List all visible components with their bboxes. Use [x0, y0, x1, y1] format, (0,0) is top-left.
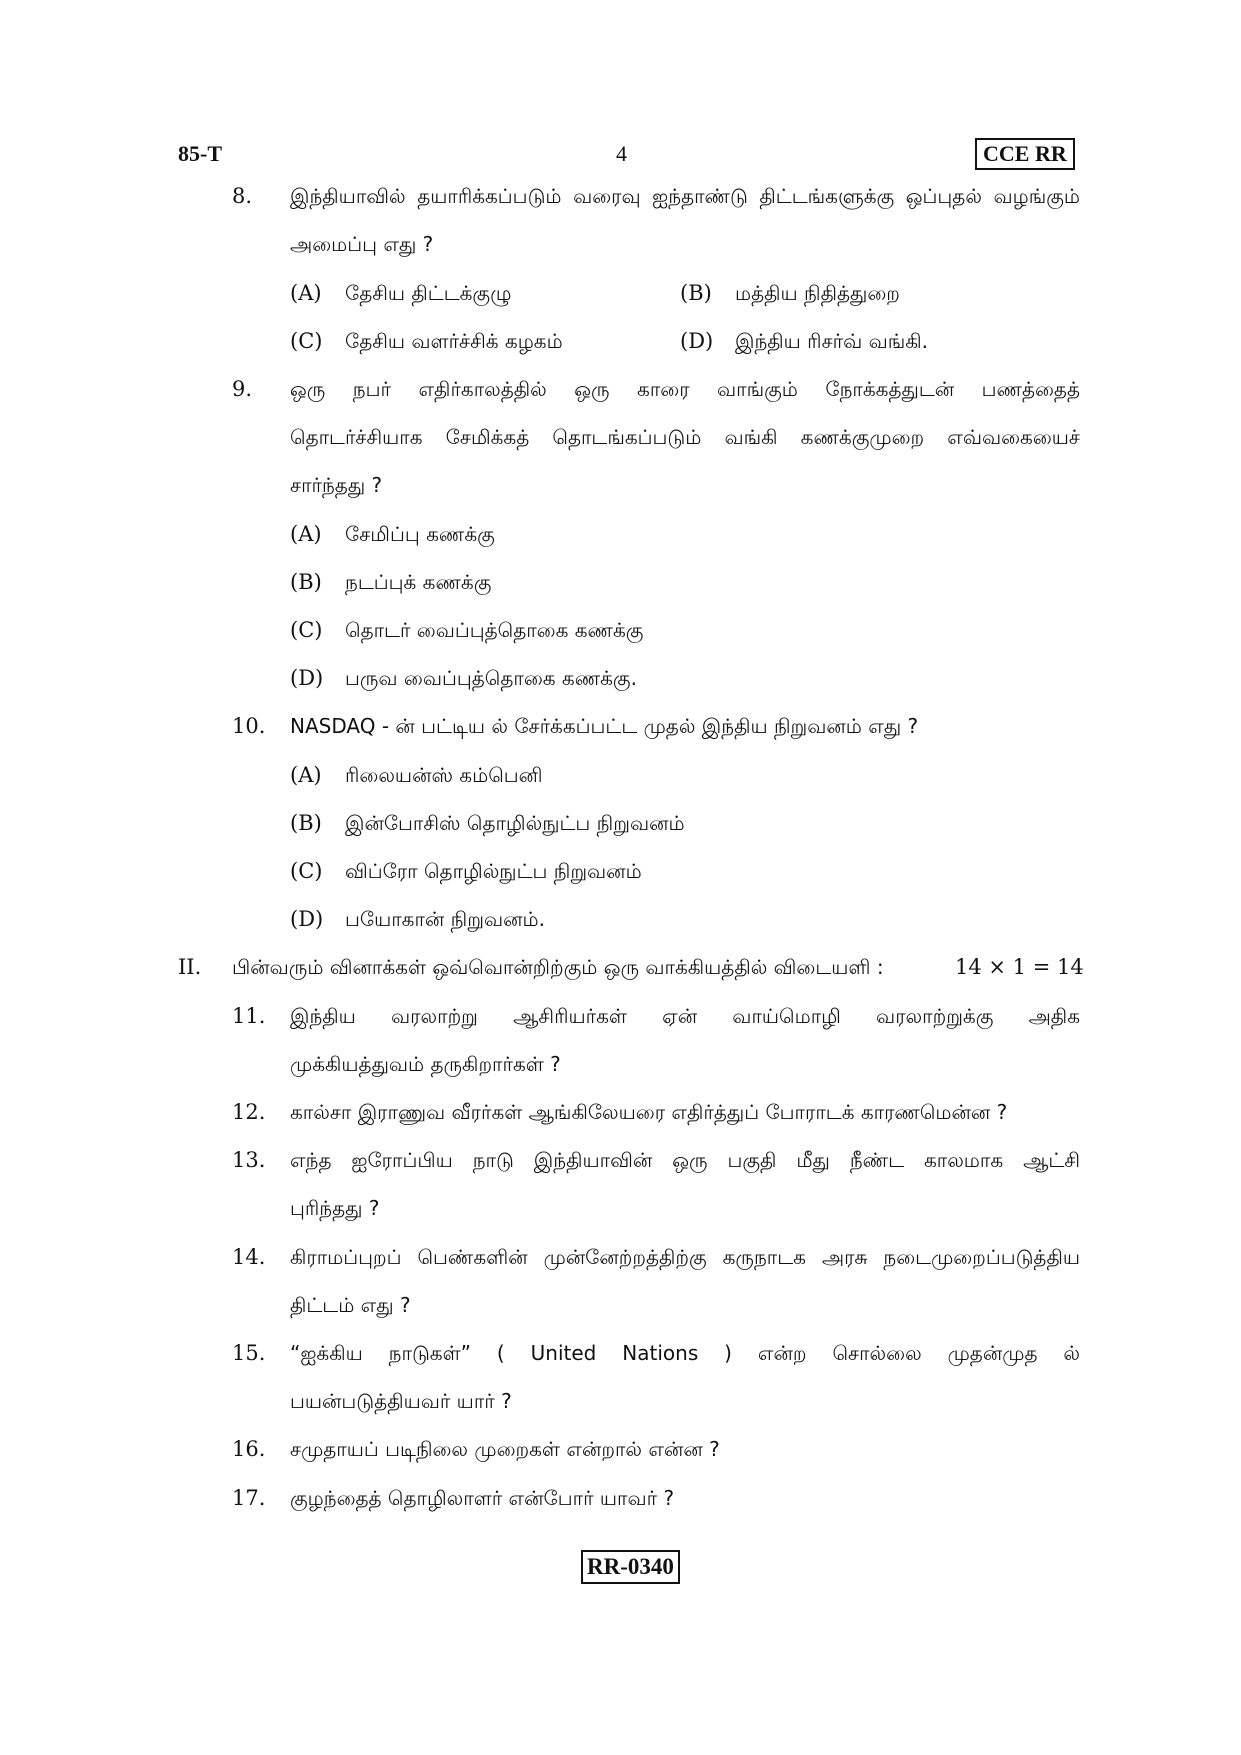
question-9-text-line1: ஒரு நபர் எதிர்காலத்தில் ஒரு காரை வாங்கும் நோக்கத்துடன் பணத்தைத்	[290, 377, 1080, 401]
question-13-number: 13.	[232, 1148, 266, 1172]
q8-option-d-text: இந்திய ரிசர்வ் வங்கி.	[735, 329, 928, 353]
page-number: 4	[616, 141, 627, 166]
question-11-number: 11.	[232, 1004, 266, 1028]
q10-option-d-text: பயோகான் நிறுவனம்.	[345, 907, 545, 931]
section-2-number: II.	[178, 955, 202, 979]
paper-code: 85-T	[178, 141, 222, 166]
footer-code-box: RR-0340	[581, 1550, 680, 1584]
q8-option-c-text: தேசிய வளர்ச்சிக் கழகம்	[345, 329, 563, 353]
question-13-text-line1: எந்த ஐரோப்பிய நாடு இந்தியாவின் ஒரு பகுதி மீது நீண்ட காலமாக ஆட்சி	[290, 1148, 1080, 1172]
question-12-number: 12.	[232, 1100, 266, 1124]
q10-option-b-letter: (B)	[290, 811, 322, 835]
question-15-number: 15.	[232, 1341, 266, 1365]
question-10-number: 10.	[232, 714, 266, 738]
question-16-number: 16.	[232, 1437, 266, 1461]
question-12-text-line1: கால்சா இராணுவ வீரர்கள் ஆங்கிலேயரை எதிர்த்துப் போராடக் காரணமென்ன ?	[290, 1100, 1008, 1124]
q9-option-a-text: சேமிப்பு கணக்கு	[345, 522, 495, 546]
question-15-text-line1: “ஐக்கிய நாடுகள்” ( United Nations ) என்ற சொல்லை முதன்முத ல்	[290, 1341, 1080, 1365]
section-2-instruction: பின்வரும் வினாக்கள் ஒவ்வொன்றிற்கும் ஒரு வாக்கியத்தில் விடையளி :	[232, 955, 884, 979]
question-15-text-line2: பயன்படுத்தியவர் யார் ?	[290, 1389, 512, 1413]
question-14-text-line1: கிராமப்புறப் பெண்களின் முன்னேற்றத்திற்கு கருநாடக அரசு நடைமுறைப்படுத்திய	[290, 1245, 1080, 1269]
question-9-number: 9.	[232, 377, 253, 401]
q10-option-c-letter: (C)	[290, 859, 323, 883]
question-8-number: 8.	[232, 184, 253, 208]
q10-option-a-letter: (A)	[290, 763, 322, 787]
question-11-text-line2: முக்கியத்துவம் தருகிறார்கள் ?	[290, 1052, 561, 1076]
q8-option-a-text: தேசிய திட்டக்குழு	[345, 281, 512, 305]
q8-option-d-letter: (D)	[680, 329, 714, 353]
question-8-text-line1: இந்தியாவில் தயாரிக்கப்படும் வரைவு ஐந்தாண்டு திட்டங்களுக்கு ஒப்புதல் வழங்கும்	[290, 184, 1080, 208]
section-2-marks: 14 × 1 = 14	[955, 955, 1084, 979]
q10-option-d-letter: (D)	[290, 907, 324, 931]
question-17-number: 17.	[232, 1486, 266, 1510]
q8-option-b-letter: (B)	[680, 281, 712, 305]
question-16-text-line1: சமுதாயப் படிநிலை முறைகள் என்றால் என்ன ?	[290, 1437, 720, 1461]
q10-option-b-text: இன்போசிஸ் தொழில்நுட்ப நிறுவனம்	[345, 811, 685, 835]
q8-option-c-letter: (C)	[290, 329, 323, 353]
q9-option-b-text: நடப்புக் கணக்கு	[345, 570, 492, 594]
q9-option-c-text: தொடர் வைப்புத்தொகை கணக்கு	[345, 618, 644, 642]
question-11-text-line1: இந்திய வரலாற்று ஆசிரியர்கள் ஏன் வாய்மொழி வரலாற்றுக்கு அதிக	[290, 1004, 1080, 1028]
q9-option-a-letter: (A)	[290, 522, 322, 546]
question-17-text-line1: குழந்தைத் தொழிலாளர் என்போர் யாவர் ?	[290, 1486, 675, 1510]
exam-code-box: CCE RR	[975, 138, 1075, 170]
question-10-text-line1: NASDAQ - ன் பட்டிய ல் சேர்க்கப்பட்ட முதல் இந்திய நிறுவனம் எது ?	[290, 714, 919, 738]
q8-option-a-letter: (A)	[290, 281, 322, 305]
q9-option-c-letter: (C)	[290, 618, 323, 642]
q10-option-c-text: விப்ரோ தொழில்நுட்ப நிறுவனம்	[345, 859, 642, 883]
question-13-text-line2: புரிந்தது ?	[290, 1196, 380, 1220]
q9-option-d-text: பருவ வைப்புத்தொகை கணக்கு.	[345, 666, 637, 690]
q9-option-b-letter: (B)	[290, 570, 322, 594]
question-9-text-line3: சார்ந்தது ?	[290, 473, 383, 497]
question-14-number: 14.	[232, 1245, 266, 1269]
question-8-text-line2: அமைப்பு எது ?	[290, 232, 434, 256]
q9-option-d-letter: (D)	[290, 666, 324, 690]
q8-option-b-text: மத்திய நிதித்துறை	[735, 281, 900, 305]
q10-option-a-text: ரிலையன்ஸ் கம்பெனி	[345, 763, 543, 787]
question-9-text-line2: தொடர்ச்சியாக சேமிக்கத் தொடங்கப்படும் வங்கி கணக்குமுறை எவ்வகையைச்	[290, 425, 1080, 449]
question-14-text-line2: திட்டம் எது ?	[290, 1293, 411, 1317]
